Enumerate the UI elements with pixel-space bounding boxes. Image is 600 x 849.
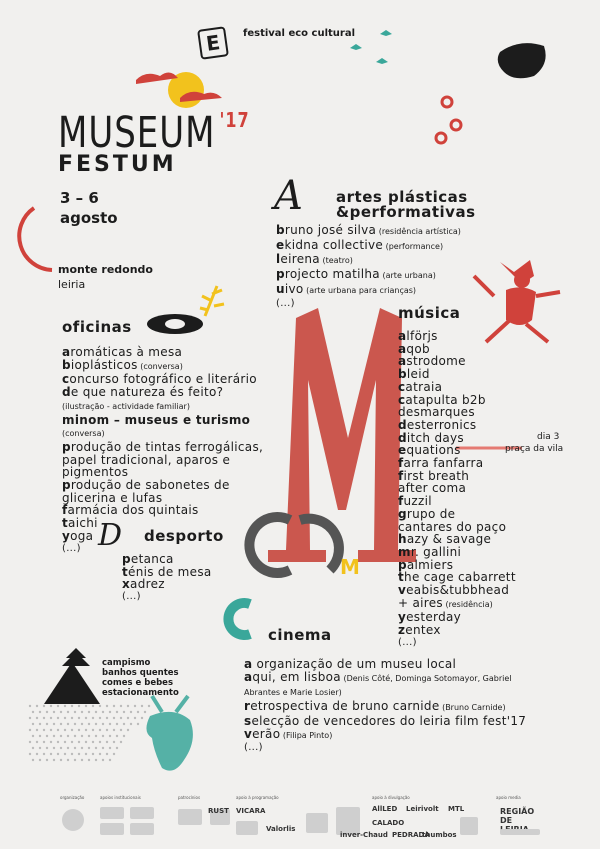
item-note: (Bruno Carnide) — [439, 703, 506, 713]
item-text: strodome — [406, 354, 466, 369]
item-text: romáticas à mesa — [70, 345, 183, 359]
item-text: itch days — [406, 430, 464, 445]
artes-heading — [336, 190, 476, 220]
list-item — [244, 715, 526, 728]
list-item — [62, 386, 263, 399]
list-item — [244, 671, 526, 686]
item-initial: p — [62, 439, 71, 454]
item-initial: t — [398, 570, 405, 585]
sponsors-strip — [60, 795, 560, 839]
item-note: (conversa) — [62, 429, 105, 439]
item-text: qob — [406, 341, 430, 356]
target-icon — [436, 97, 461, 143]
amenity-item: banhos quentes — [102, 668, 179, 678]
item-initial: v — [398, 583, 407, 598]
item-note: (performance) — [383, 241, 444, 251]
festival-label: festival eco cultural — [243, 28, 356, 39]
arc-shape — [19, 208, 52, 270]
artes-list — [276, 224, 461, 310]
title-museum — [58, 108, 250, 158]
amenity-item: comes e bebes — [102, 678, 174, 688]
item-text: ioplásticos — [70, 357, 138, 372]
item-initial: p — [62, 478, 71, 493]
item-text: aichi — [68, 516, 98, 531]
list-more: (...) — [276, 297, 295, 309]
item-text: atapulta b2b — [405, 392, 486, 407]
item-text: entex — [405, 623, 441, 638]
musica-list — [398, 330, 516, 650]
sponsor-logo-text: PEDRADA — [392, 831, 430, 839]
sponsor-logo — [100, 823, 124, 835]
item-initial: h — [398, 532, 407, 547]
big-m-letter — [268, 308, 416, 562]
bird-icon — [376, 58, 388, 64]
item-initial: y — [398, 610, 407, 625]
list-item — [62, 399, 263, 414]
item-text: atraia — [405, 379, 443, 394]
musica-heading: música — [398, 304, 461, 322]
item-initial: t — [62, 516, 69, 531]
small-m-letter: M — [340, 555, 360, 579]
cinema-c-shape — [228, 603, 250, 635]
rock-shape — [498, 43, 546, 78]
musica-aside-day: dia 3 — [537, 432, 560, 442]
item-text: e que natureza és feito? — [70, 385, 224, 400]
sponsor-logo-text: CALADO — [372, 819, 405, 827]
sponsor-logo-text: thumbos — [422, 831, 457, 839]
cinema-list — [244, 658, 526, 755]
sponsor-logo-text: Leirivolt — [406, 805, 439, 813]
item-text: elecção de vencedores do leiria film fest'17 — [251, 713, 527, 728]
sponsor-logo-text: RUST — [208, 807, 229, 815]
date-month: agosto — [60, 209, 118, 227]
item-initial: p — [276, 267, 285, 282]
amenities-list — [102, 658, 179, 698]
item-note: (arte urbana para crianças) — [303, 285, 417, 295]
sponsor-logo — [306, 813, 328, 833]
item-text: oncurso fotográfico e literário — [69, 372, 257, 387]
item-text: + aires — [398, 595, 443, 610]
item-note: (arte urbana) — [379, 271, 436, 281]
list-item — [276, 268, 461, 283]
title-year: '17 — [219, 108, 250, 132]
item-text: papel tradicional, aparos e — [62, 452, 231, 467]
artes-heading-line2: &performativas — [336, 203, 476, 221]
item-initial: a — [398, 329, 407, 343]
item-initial: p — [398, 557, 407, 572]
item-text: oga — [70, 528, 94, 543]
item-text: énis de mesa — [128, 564, 212, 579]
item-text: he cage cabarrett — [404, 570, 516, 585]
item-text: azy & savage — [406, 532, 492, 547]
sponsor-logo — [178, 809, 202, 825]
list-item — [244, 728, 526, 743]
list-more: (...) — [244, 742, 263, 754]
item-text: glicerina e lufas — [62, 490, 163, 505]
list-item — [276, 239, 461, 254]
item-text: rodução de tintas ferrogálicas, — [70, 439, 264, 454]
item-initial: v — [244, 726, 253, 741]
item-note: (Filipa Pinto) — [280, 730, 333, 740]
item-text: cantares do paço — [398, 519, 507, 534]
item-initial: b — [398, 367, 407, 382]
item-initial: d — [398, 417, 407, 432]
sponsor-logo-text: Valorlis — [266, 825, 296, 833]
item-note: (teatro) — [319, 256, 353, 266]
title-festum: FESTUM — [58, 152, 177, 177]
item-initial: a — [62, 345, 71, 359]
bird-icon — [380, 30, 392, 36]
list-more: (...) — [398, 636, 417, 648]
item-text: lförjs — [406, 329, 438, 343]
item-initial: g — [398, 506, 407, 521]
item-text: inom – museus e turismo — [74, 412, 251, 427]
sponsor-label: patrocínios — [178, 795, 201, 800]
list-item — [276, 253, 461, 268]
oficinas-heading: oficinas — [62, 318, 132, 336]
item-initial: a — [244, 669, 253, 684]
item-initial: f — [62, 503, 68, 518]
item-text: esterronics — [406, 417, 477, 432]
item-text: leid — [406, 367, 430, 382]
amenity-item: estacionamento — [102, 688, 179, 698]
item-text: desmarques — [398, 405, 475, 420]
item-initial: d — [62, 385, 71, 400]
item-initial: d — [398, 430, 407, 445]
sponsor-logo-text: inver-Chaud — [340, 831, 388, 839]
item-initial: a — [398, 354, 407, 369]
item-text: arra fanfarra — [403, 456, 484, 471]
item-text: rojecto matilha — [284, 267, 380, 282]
item-text: uzzil — [403, 494, 432, 509]
item-initial: f — [398, 456, 404, 471]
item-note: (ilustração - actividade familiar) — [62, 401, 190, 411]
item-initial: c — [62, 372, 70, 387]
item-text: eirena — [280, 252, 320, 267]
list-item — [398, 624, 516, 637]
sponsor-logo-text: REGIÃO DE — [500, 807, 535, 825]
item-initial: f — [398, 494, 404, 509]
title-word: MUSEUM — [58, 108, 216, 158]
item-initial: u — [276, 281, 285, 296]
list-item — [276, 283, 461, 298]
sponsor-logo — [130, 823, 154, 835]
artes-drop-letter: A — [274, 173, 303, 219]
item-text: rupo de — [406, 506, 456, 521]
musica-aside-place: praça da vila — [505, 444, 564, 454]
desporto-heading: desporto — [144, 527, 224, 545]
location-city: leiria — [58, 278, 86, 291]
item-text: ivo — [284, 281, 304, 296]
item-initial: s — [244, 713, 252, 728]
item-note: Abrantes e Marie Losier) — [244, 688, 342, 698]
item-text: etanca — [130, 552, 174, 566]
item-text: kidna collective — [284, 237, 384, 252]
item-text: qui, em lisboa — [252, 669, 341, 684]
list-item — [122, 578, 212, 591]
item-text: quations — [406, 443, 461, 458]
item-text: almiers — [406, 557, 454, 572]
date-range: 3 – 6 — [60, 189, 99, 207]
festival-badge: E — [197, 26, 229, 60]
item-initial: b — [62, 357, 71, 372]
sponsor-label: apoio à programação — [236, 795, 279, 800]
item-text: pigmentos — [62, 465, 129, 480]
sponsor-logo — [130, 807, 154, 819]
item-text: runo josé silva — [284, 223, 377, 237]
sponsor-logo — [100, 807, 124, 819]
item-initial: b — [276, 223, 285, 237]
list-item — [62, 359, 263, 374]
sponsor-logo-text: VICARA — [236, 807, 266, 815]
list-item — [244, 700, 526, 715]
item-initial: z — [398, 623, 406, 638]
item-initial: r — [244, 699, 251, 714]
oficinas-list — [62, 346, 263, 555]
item-note: (residência artística) — [376, 227, 461, 236]
list-item — [276, 224, 461, 239]
cinema-heading: cinema — [268, 626, 332, 644]
item-text: rodução de sabonetes de — [70, 478, 230, 493]
item-initial: l — [276, 252, 281, 267]
sponsor-logo — [460, 817, 478, 835]
sponsor-logo-text: AllLED — [372, 805, 398, 813]
sponsor-logo — [500, 829, 540, 835]
item-text: armácia dos quintais — [67, 503, 199, 518]
item-initial: t — [122, 564, 129, 579]
item-initial: a — [398, 341, 407, 356]
list-more: (...) — [62, 542, 81, 554]
item-note: (conversa) — [137, 361, 183, 371]
donkey-figure — [146, 696, 192, 771]
item-note: (Denis Côté, Dominga Sotomayor, Gabriel — [340, 673, 512, 683]
location-place: monte redondo — [58, 263, 153, 276]
desporto-drop-letter: D — [98, 518, 123, 553]
dot-pattern — [29, 705, 150, 761]
item-initial: c — [398, 392, 406, 407]
item-initial: y — [62, 528, 71, 543]
item-note: (residência) — [442, 599, 493, 609]
artes-heading-line1: artes plásticas — [336, 188, 468, 206]
item-initial: e — [276, 237, 285, 252]
tent-icon — [44, 648, 100, 704]
sponsor-label: apoio à divulgação — [372, 795, 410, 800]
bird-icon — [350, 44, 362, 50]
date-block — [60, 188, 118, 228]
sponsor-label: apoios institucionais — [100, 795, 141, 800]
item-initial: x — [122, 577, 131, 592]
list-item — [244, 685, 526, 700]
item-initial: f — [398, 468, 404, 483]
amenity-item: campismo — [102, 658, 151, 668]
item-text: esterday — [406, 610, 462, 625]
item-text: after coma — [398, 481, 467, 496]
list-item — [62, 414, 263, 427]
sponsor-label: apoio media — [496, 795, 521, 800]
sponsor-logo — [236, 821, 258, 835]
list-item — [398, 597, 516, 612]
item-initial: c — [398, 379, 406, 394]
sponsor-logo-text: MTL — [448, 805, 465, 813]
wheat-shape — [200, 286, 224, 316]
list-more: (...) — [122, 591, 141, 603]
list-item — [62, 426, 263, 441]
sponsor-logo — [62, 809, 84, 831]
item-text: adrez — [130, 577, 165, 592]
item-text: irst breath — [403, 468, 470, 483]
sponsor-label: organização — [60, 795, 85, 800]
item-initial: m — [398, 544, 411, 559]
item-text: r. gallini — [410, 544, 462, 559]
item-initial: m — [62, 412, 75, 427]
item-text: organização de um museu local — [252, 657, 457, 671]
item-text: erão — [252, 726, 281, 741]
desporto-list — [122, 553, 212, 604]
item-initial: e — [398, 443, 407, 458]
item-initial: a — [244, 657, 253, 671]
item-text: etrospectiva de bruno carnide — [250, 699, 440, 714]
item-text: eabis&tubbhead — [406, 583, 510, 598]
item-initial: p — [122, 552, 131, 566]
